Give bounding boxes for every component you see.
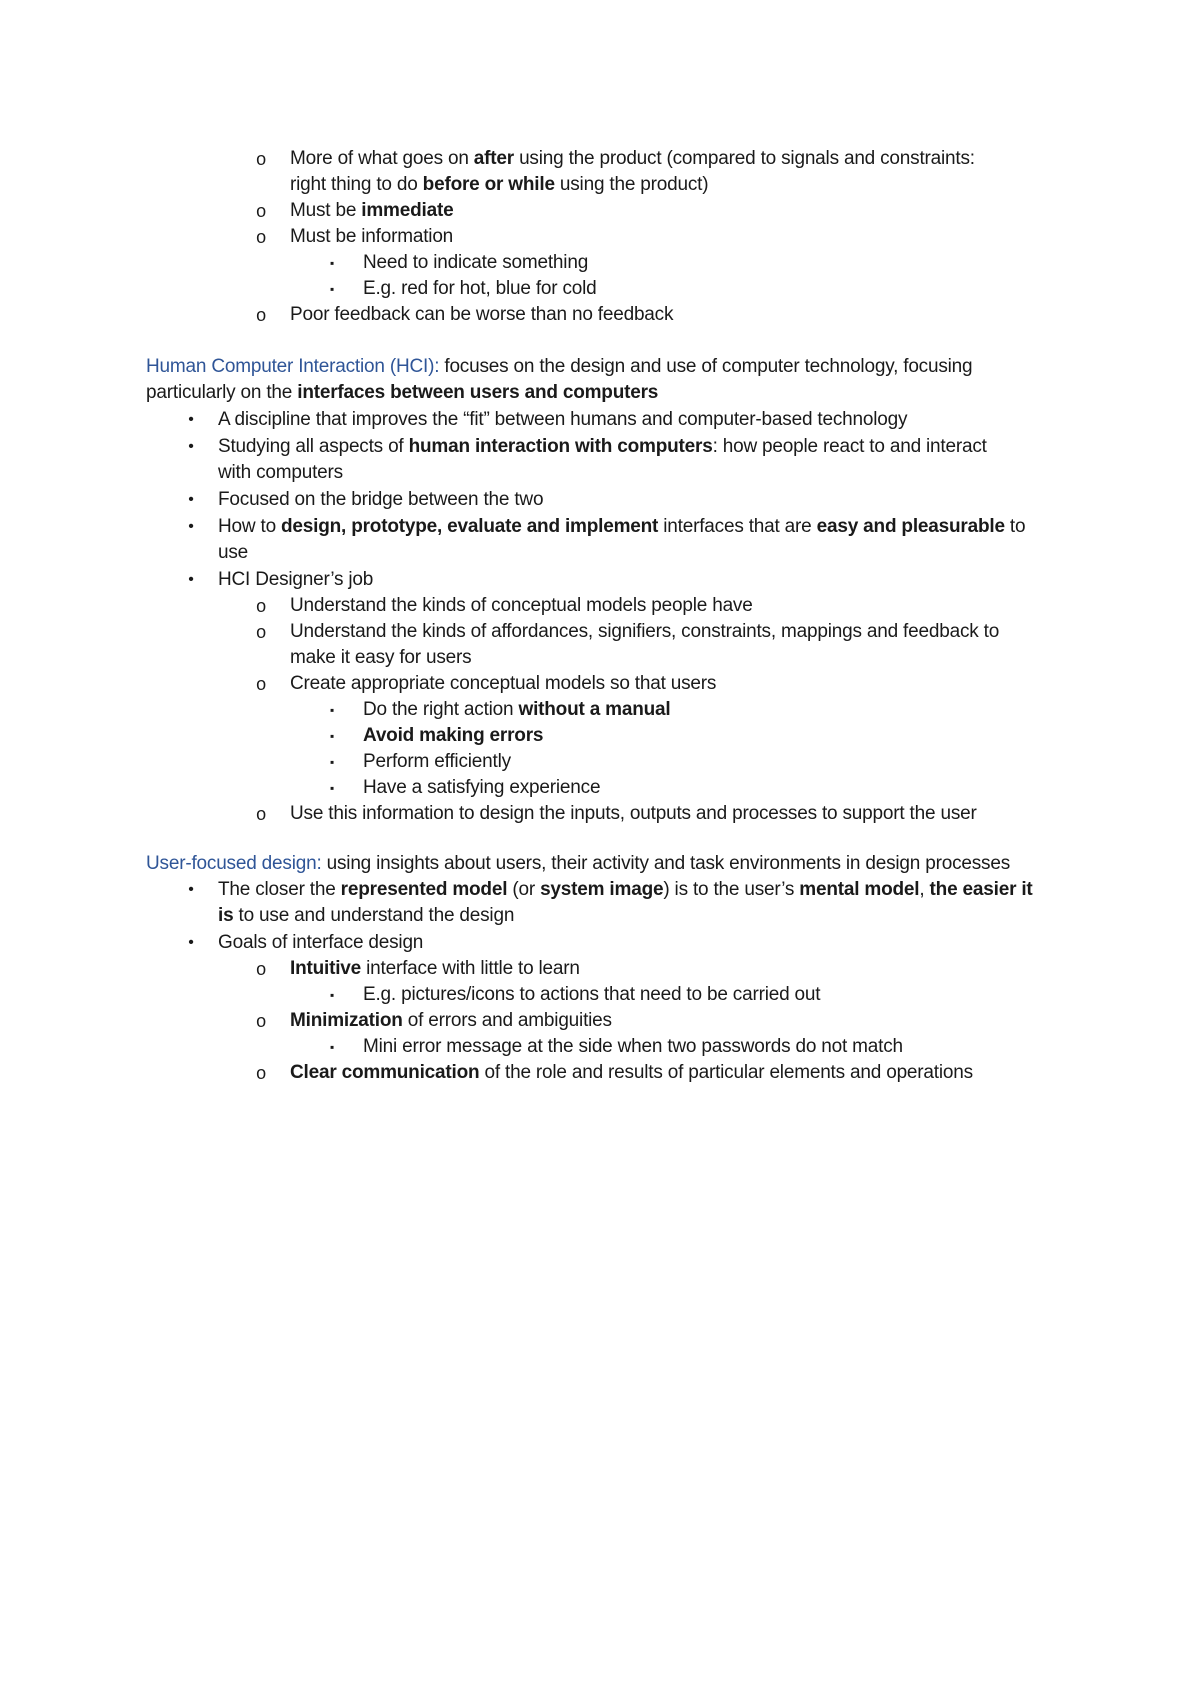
dot-bullet: • [188,518,194,535]
text-line: Understand the kinds of conceptual models people have [290,595,753,616]
circle-bullet: o [256,227,266,247]
hci-heading: Human Computer Interaction (HCI): [146,356,440,377]
text-line: E.g. pictures/icons to actions that need to be carried out [363,984,821,1005]
text-line: How to design, prototype, evaluate and implement interfaces that are easy and pleasurable to [218,516,1026,537]
text-line: Intuitive interface with little to learn [290,958,580,979]
text-line: The closer the represented model (or system image) is to the user’s mental model, the easier it [218,879,1033,900]
text-line: A discipline that improves the “fit” between humans and computer-based technology [218,409,908,430]
square-bullet: ▪ [329,781,335,795]
dot-bullet: • [188,881,194,898]
dot-bullet: • [188,438,194,455]
circle-bullet: o [256,622,266,642]
text-line: Do the right action without a manual [363,699,671,720]
text-line: use [218,542,249,563]
text-line: Poor feedback can be worse than no feedback [290,304,674,325]
circle-bullet: o [256,201,266,221]
text-line: Goals of interface design [218,932,424,953]
ufd-intro: User-focused design: using insights about users, their activity and task environments in design processes [146,853,1011,874]
circle-bullet: o [256,305,266,325]
dot-bullet: • [188,571,194,588]
square-bullet: ▪ [329,988,335,1002]
square-bullet: ▪ [329,256,335,270]
square-bullet: ▪ [329,282,335,296]
text-line: with computers [218,462,343,483]
text-line: make it easy for users [290,647,472,668]
circle-bullet: o [256,149,266,169]
text-line: right thing to do before or while using the product) [290,174,709,195]
text-line: Use this information to design the inputs, outputs and processes to support the user [290,803,977,824]
square-bullet: ▪ [329,703,335,717]
circle-bullet: o [256,804,266,824]
dot-bullet: • [188,491,194,508]
circle-bullet: o [256,596,266,616]
text-line: Minimization of errors and ambiguities [290,1010,612,1031]
text-line: Need to indicate something [363,252,589,273]
dot-bullet: • [188,934,194,951]
text-line: Perform efficiently [363,751,511,772]
text-line: Must be immediate [290,200,454,221]
text-line: Have a satisfying experience [363,777,601,798]
dot-bullet: • [188,411,194,428]
circle-bullet: o [256,1063,266,1083]
text-line: Focused on the bridge between the two [218,489,544,510]
text-line: HCI Designer’s job [218,569,374,590]
text-line: More of what goes on after using the product (compared to signals and constraints: [290,148,975,169]
circle-bullet: o [256,959,266,979]
circle-bullet: o [256,674,266,694]
text-line: Understand the kinds of affordances, signifiers, constraints, mappings and feedback to [290,621,1000,642]
text-line: Must be information [290,226,454,247]
text-line: Clear communication of the role and results of particular elements and operations [290,1062,973,1083]
square-bullet: ▪ [329,755,335,769]
text-line: Avoid making errors [363,725,544,746]
circle-bullet: o [256,1011,266,1031]
square-bullet: ▪ [329,729,335,743]
hci-intro-line2: particularly on the interfaces between users and computers [146,382,659,403]
hci-intro: Human Computer Interaction (HCI): focuses on the design and use of computer technology, focusing [146,356,973,377]
ufd-heading: User-focused design: [146,853,322,874]
text-line: Mini error message at the side when two passwords do not match [363,1036,903,1057]
text-line: is to use and understand the design [218,905,515,926]
square-bullet: ▪ [329,1040,335,1054]
text-line: Studying all aspects of human interaction with computers: how people react to and interact [218,436,987,457]
text-line: E.g. red for hot, blue for cold [363,278,597,299]
text-line: Create appropriate conceptual models so that users [290,673,717,694]
